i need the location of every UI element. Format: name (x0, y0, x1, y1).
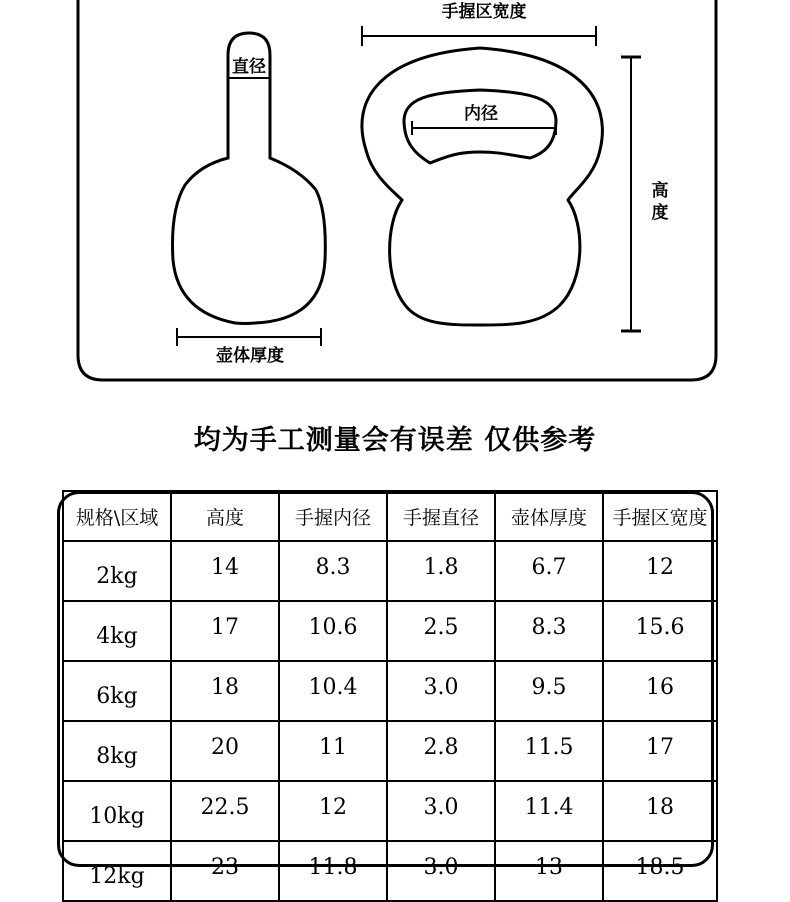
measurement-note: 均为手工测量会有误差 仅供参考 (193, 425, 597, 456)
table-header-row (63, 491, 717, 541)
body-thickness-cell: 13 (495, 841, 603, 901)
grip-inner-diameter-cell: 10.4 (279, 661, 387, 721)
grip-diameter-cell: 2.8 (387, 721, 495, 781)
grip-inner-diameter-cell: 12 (279, 781, 387, 841)
height-cell: 18 (171, 661, 279, 721)
grip-diameter-cell: 2.5 (387, 601, 495, 661)
grip-inner-diameter-cell: 10.6 (279, 601, 387, 661)
spec-table (62, 490, 718, 902)
body-thickness-cell: 9.5 (495, 661, 603, 721)
table-row (63, 661, 717, 721)
inner-diameter-label: 内径 (464, 104, 498, 124)
spec-cell: 6kg (63, 661, 171, 721)
height-cell: 17 (171, 601, 279, 661)
header-spec-region: 规格\区域 (63, 491, 171, 541)
body-thickness-cell: 11.4 (495, 781, 603, 841)
table-row (63, 721, 717, 781)
grip-inner-diameter-cell: 8.3 (279, 541, 387, 601)
header-grip-diameter: 手握直径 (387, 491, 495, 541)
diameter-label: 直径 (232, 57, 266, 77)
table-row (63, 841, 717, 901)
grip-width-cell: 15.6 (603, 601, 717, 661)
table-row (63, 541, 717, 601)
spec-cell: 10kg (63, 781, 171, 841)
diagram-panel-border (78, 0, 716, 380)
table-row (63, 601, 717, 661)
grip-width-label: 手握区宽度 (441, 2, 527, 22)
table-row (63, 781, 717, 841)
header-grip-inner-diameter: 手握内径 (279, 491, 387, 541)
body-thickness-cell: 6.7 (495, 541, 603, 601)
spec-cell: 12kg (63, 841, 171, 901)
header-height: 高度 (171, 491, 279, 541)
height-cell: 20 (171, 721, 279, 781)
grip-diameter-cell: 3.0 (387, 661, 495, 721)
spec-cell: 8kg (63, 721, 171, 781)
height-cell: 23 (171, 841, 279, 901)
grip-width-cell: 18.5 (603, 841, 717, 901)
grip-diameter-cell: 1.8 (387, 541, 495, 601)
height-cell: 14 (171, 541, 279, 601)
header-grip-width: 手握区宽度 (603, 491, 717, 541)
grip-width-cell: 18 (603, 781, 717, 841)
grip-width-cell: 16 (603, 661, 717, 721)
grip-diameter-cell: 3.0 (387, 841, 495, 901)
spec-cell: 4kg (63, 601, 171, 661)
grip-inner-diameter-cell: 11 (279, 721, 387, 781)
body-thickness-cell: 8.3 (495, 601, 603, 661)
spec-cell: 2kg (63, 541, 171, 601)
height-cell: 22.5 (171, 781, 279, 841)
grip-inner-diameter-cell: 11.8 (279, 841, 387, 901)
grip-width-cell: 12 (603, 541, 717, 601)
kettlebell-handle-opening (404, 90, 556, 163)
grip-diameter-cell: 3.0 (387, 781, 495, 841)
grip-width-cell: 17 (603, 721, 717, 781)
height-label: 高度 (651, 181, 669, 223)
header-body-thickness: 壶体厚度 (495, 491, 603, 541)
body-thickness-cell: 11.5 (495, 721, 603, 781)
kettlebell-dimension-diagram (0, 0, 790, 400)
body-thickness-label: 壶体厚度 (216, 346, 284, 366)
